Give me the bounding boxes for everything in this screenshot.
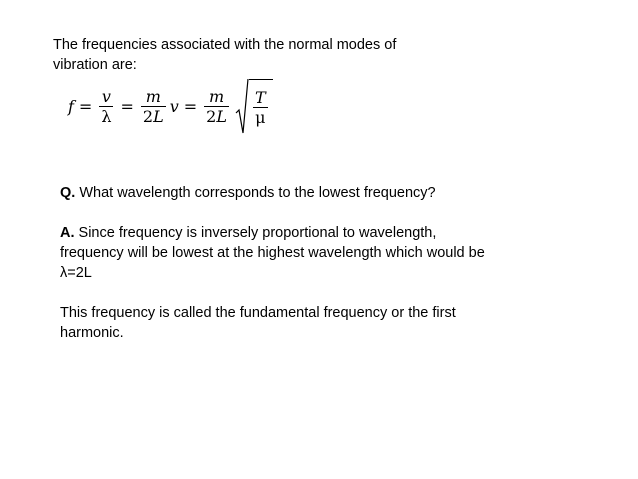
square-root — [235, 77, 273, 135]
fraction-T-over-mu — [253, 88, 268, 127]
velocity-symbol: v — [169, 96, 179, 116]
equals-sign: = — [78, 96, 93, 116]
intro-line-1: The frequencies associated with the normal modes of — [53, 37, 397, 53]
denominator-coefficient: 2 — [142, 106, 154, 126]
fraction-numerator: T — [254, 88, 266, 107]
fraction-v-over-lambda — [99, 87, 113, 126]
fraction-denominator — [141, 107, 166, 126]
answer-text-line-2: frequency will be lowest at the highest wavelength which would be — [60, 245, 485, 261]
fraction-numerator: m — [208, 86, 225, 106]
answer-paragraph — [60, 223, 530, 243]
equals-sign: = — [120, 96, 134, 116]
intro-text — [53, 35, 473, 75]
fraction-denominator: μ — [255, 108, 266, 127]
fraction-denominator — [204, 107, 229, 126]
question-text: What wavelength corresponds to the lowest frequency? — [75, 185, 436, 201]
radicand — [249, 79, 273, 135]
intro-line-2: vibration are: — [53, 57, 137, 73]
answer-text-line-1: Since frequency is inversely proportional to wavelength, — [74, 225, 437, 241]
question-answer-block — [60, 183, 530, 343]
note-line-1: This frequency is called the fundamental frequency or the first — [60, 305, 456, 321]
answer-text-line-3: λ=2L — [60, 265, 92, 281]
fraction-numerator: m — [145, 86, 161, 106]
denominator-variable: L — [216, 106, 227, 126]
answer-label: A. — [60, 225, 75, 241]
equals-sign: = — [183, 96, 198, 116]
note-line-2: harmonic. — [60, 325, 124, 341]
frequency-formula — [68, 76, 273, 136]
fraction-m-over-2L-second — [204, 87, 229, 126]
fraction-numerator: v — [101, 86, 111, 106]
denominator-variable: L — [153, 106, 164, 126]
question-paragraph — [60, 183, 530, 203]
denominator-coefficient: 2 — [206, 106, 217, 126]
question-label: Q. — [60, 185, 76, 201]
formula-lhs: f — [68, 96, 74, 116]
fraction-m-over-2L — [141, 87, 166, 126]
fraction-denominator: λ — [101, 106, 112, 126]
radical-sign-icon — [235, 77, 249, 135]
